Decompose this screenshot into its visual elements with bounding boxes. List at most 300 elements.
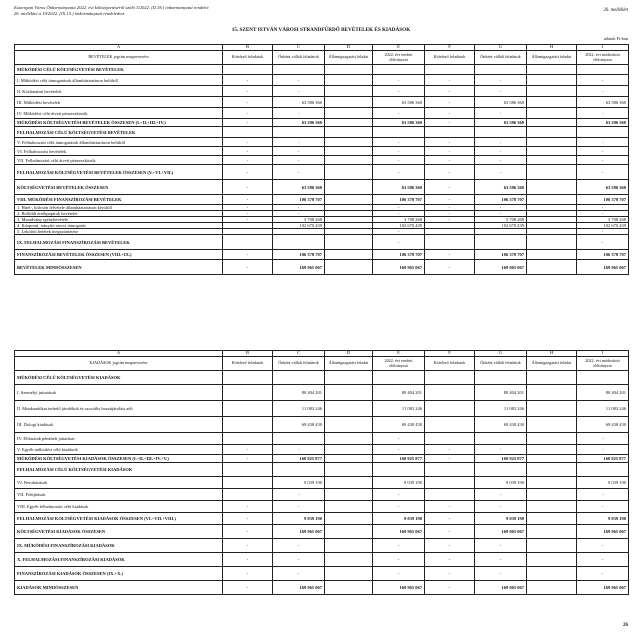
table-cell [325, 119, 373, 127]
table-cell: 63 586 360 [475, 119, 527, 127]
table-cell: 63 586 360 [577, 180, 629, 195]
table-cell: - [425, 553, 475, 567]
table-cell [325, 147, 373, 156]
table-cell [223, 433, 273, 445]
table-cell [527, 138, 577, 147]
table-cell: - [577, 539, 629, 553]
table-cell: 169 965 067 [373, 581, 425, 595]
table-cell: 69 438 430 [475, 417, 527, 433]
table-cell: - [223, 553, 273, 567]
table-cell: 169 965 067 [577, 260, 629, 275]
table-cell [527, 433, 577, 445]
table-cell [527, 539, 577, 553]
table-cell: 63 586 360 [373, 180, 425, 195]
table-cell: - [273, 567, 325, 581]
column-header: Kötelező feladatok [425, 357, 475, 371]
table-cell [325, 250, 373, 260]
table-cell: - [223, 445, 273, 455]
table-cell: - [577, 75, 629, 86]
table-cell: - [223, 260, 273, 275]
table-cell: - [577, 501, 629, 513]
table-cell [325, 65, 373, 75]
column-header: Államigazgatási feladat [325, 51, 373, 65]
column-letter: I [577, 45, 629, 51]
table-cell: - [577, 433, 629, 445]
table-cell [325, 553, 373, 567]
table-cell [527, 260, 577, 275]
table-cell: - [577, 86, 629, 97]
table-cell: - [475, 75, 527, 86]
column-letter: F [425, 45, 475, 51]
row-label: 2. Belföldi értékpapírok bevételei [15, 211, 223, 217]
table-cell: - [577, 156, 629, 165]
table-cell: - [425, 147, 475, 156]
table-cell: - [373, 205, 425, 211]
table-cell: 3 708 268 [577, 217, 629, 223]
table-cell [527, 97, 577, 108]
table-cell [425, 433, 475, 445]
column-header: BEVÉTELEK jogcím megnevezése [15, 51, 223, 65]
table-cell [325, 445, 373, 455]
table-cell: - [273, 138, 325, 147]
column-letter: D [325, 351, 373, 357]
table-cell: 11 083 246 [373, 401, 425, 417]
table-cell: - [273, 553, 325, 567]
row-label: I. Személyi juttatások [15, 385, 223, 401]
table-cell: - [475, 147, 527, 156]
table-cell [325, 235, 373, 250]
table-cell: - [223, 138, 273, 147]
table-cell: 63 586 360 [475, 97, 527, 108]
column-header: Államigazgatási feladat [527, 357, 577, 371]
row-label: 1. Hitel-, kölcsön felvétele államháztartáson kívülről [15, 205, 223, 211]
table-cell: 9 039 190 [273, 477, 325, 489]
table-cell: - [373, 235, 425, 250]
row-label: MŰKÖDÉSI CÉLÚ KÖLTSÉGVETÉSI KIADÁSOK [15, 371, 223, 385]
table-cell [475, 371, 527, 385]
column-letter: G [475, 45, 527, 51]
table-row [15, 525, 629, 539]
table-cell: 11 083 246 [475, 401, 527, 417]
table-cell: - [577, 553, 629, 567]
row-label: MŰKÖDÉSI KÖLTSÉGVETÉSI BEVÉTELEK ÖSSZESEN (I.+II.+III.+IV.) [15, 119, 223, 127]
table-cell: 63 586 360 [373, 97, 425, 108]
row-label: FELHALMOZÁSI CÉLÚ KÖLTSÉGVETÉSI KIADÁSOK [15, 463, 223, 477]
table-cell: - [577, 445, 629, 455]
table-cell: - [373, 86, 425, 97]
table-cell [325, 489, 373, 501]
table-cell: 9 039 190 [475, 513, 527, 525]
row-label: FINANSZÍROZÁSI KIADÁSOK ÖSSZESEN (IX.+X.) [15, 567, 223, 581]
table-cell [475, 127, 527, 138]
row-label: III. Működési bevételek [15, 97, 223, 108]
table-cell [273, 127, 325, 138]
table-cell: - [223, 108, 273, 119]
table-cell: 3 708 268 [373, 217, 425, 223]
table-row [15, 108, 629, 119]
table-cell: - [425, 165, 475, 180]
table-cell: - [273, 211, 325, 217]
table-cell: - [425, 445, 475, 455]
column-letter: E [373, 351, 425, 357]
table-cell: - [223, 119, 273, 127]
table-cell: 63 586 360 [577, 97, 629, 108]
table-cell: - [223, 501, 273, 513]
table-cell: - [223, 86, 273, 97]
column-header: Önként vállalt feladatok [273, 51, 325, 65]
table-cell: 169 965 067 [373, 525, 425, 539]
row-label: VI. Felhalmozási bevételek [15, 147, 223, 156]
table-cell: - [475, 553, 527, 567]
table-cell: - [577, 567, 629, 581]
table-cell [527, 401, 577, 417]
row-label: 4. Központi, irányító szervi támogatás [15, 223, 223, 229]
table-cell: - [425, 455, 475, 463]
table-cell [527, 127, 577, 138]
table-cell [325, 513, 373, 525]
table-cell [527, 581, 577, 595]
table-cell: - [425, 581, 475, 595]
table-cell: - [373, 108, 425, 119]
table-cell: 11 083 246 [273, 401, 325, 417]
table-cell: - [425, 75, 475, 86]
table-cell [475, 433, 527, 445]
table-cell: 106 378 707 [273, 250, 325, 260]
table-cell: - [223, 75, 273, 86]
table-cell [223, 401, 273, 417]
table-cell: 102 670 439 [577, 223, 629, 229]
row-label: VII. Felújítások [15, 489, 223, 501]
table-row [15, 86, 629, 97]
table-cell: - [273, 445, 325, 455]
document-title: 15. SZENT ISTVÁN VÁROSI STRANDFÜRDŐ BEVÉTELEK ÉS KIADÁSOK [231, 27, 411, 33]
table-row [15, 156, 629, 165]
table-row [15, 433, 629, 445]
row-label: MŰKÖDÉSI KÖLTSÉGVETÉSI KIADÁSOK ÖSSZESEN (I.+II.+III.+IV.+V.) [15, 455, 223, 463]
table-cell [527, 463, 577, 477]
table-cell: - [373, 501, 425, 513]
column-header: 2022. évi módosított előirányzat [577, 357, 629, 371]
row-label: 5. Lekötött betétek megszüntetése [15, 229, 223, 235]
table-cell: - [577, 165, 629, 180]
table-cell [325, 165, 373, 180]
table-row [15, 463, 629, 477]
column-letter: C [273, 351, 325, 357]
table-cell: - [475, 138, 527, 147]
row-label: VIII. Egyéb felhalmozási célú kiadások [15, 501, 223, 513]
revenue-table [14, 44, 629, 275]
table-cell: - [475, 205, 527, 211]
table-cell [425, 417, 475, 433]
table-cell [425, 127, 475, 138]
table-cell: - [273, 489, 325, 501]
table-cell: 9 039 190 [577, 477, 629, 489]
table-cell [325, 581, 373, 595]
table-cell [273, 235, 325, 250]
table-cell: - [425, 260, 475, 275]
table-cell: - [273, 539, 325, 553]
table-row [15, 165, 629, 180]
table-cell: - [223, 147, 273, 156]
table-cell [373, 65, 425, 75]
table-row [15, 539, 629, 553]
table-cell [325, 477, 373, 489]
table-cell [527, 108, 577, 119]
table-cell [273, 371, 325, 385]
table-cell: - [577, 489, 629, 501]
table-cell [425, 477, 475, 489]
row-label: BEVÉTELEK MINDÖSSZESEN [15, 260, 223, 275]
table-cell: - [223, 525, 273, 539]
table-cell: 80 404 201 [273, 385, 325, 401]
unit-note: adatok Ft-ban [603, 36, 628, 41]
table-cell: - [373, 75, 425, 86]
table-cell [325, 455, 373, 463]
table-cell: 3 708 268 [273, 217, 325, 223]
table-cell: - [425, 525, 475, 539]
table-cell [577, 65, 629, 75]
column-header: Önként vállalt feladatok [273, 357, 325, 371]
table-cell: - [373, 156, 425, 165]
table-cell [325, 108, 373, 119]
column-letter: I [577, 351, 629, 357]
table-row [15, 417, 629, 433]
table-cell [527, 119, 577, 127]
table-cell: - [273, 108, 325, 119]
table-row [15, 138, 629, 147]
table-cell [223, 235, 273, 250]
table-cell: - [425, 180, 475, 195]
table-row [15, 260, 629, 275]
table-cell [577, 127, 629, 138]
table-cell [527, 567, 577, 581]
table-cell: - [223, 180, 273, 195]
table-cell [527, 250, 577, 260]
table-cell: 102 670 439 [475, 223, 527, 229]
table-cell: - [373, 229, 425, 235]
table-cell [527, 75, 577, 86]
table-cell: - [425, 501, 475, 513]
table-cell [273, 65, 325, 75]
table-row [15, 119, 629, 127]
table-row [15, 567, 629, 581]
table-cell: 80 404 201 [577, 385, 629, 401]
table-cell: - [223, 165, 273, 180]
column-header: 2022. évi eredeti előirányzat [373, 357, 425, 371]
column-header: Kötelező feladatok [425, 51, 475, 65]
row-label: IX. FELHALMOZÁSI FINANSZÍROZÁSI BEVÉTELEK [15, 235, 223, 250]
table-cell: - [475, 567, 527, 581]
table-cell: - [425, 156, 475, 165]
table-cell: - [475, 156, 527, 165]
table-cell: - [425, 217, 475, 223]
table-cell [425, 371, 475, 385]
table-cell [325, 97, 373, 108]
table-row [15, 235, 629, 250]
table-cell: - [373, 445, 425, 455]
table-cell: 63 586 360 [273, 97, 325, 108]
table-cell [527, 195, 577, 205]
table-cell [425, 463, 475, 477]
table-cell [325, 180, 373, 195]
table-cell: - [577, 138, 629, 147]
table-cell: - [223, 97, 273, 108]
table-cell [527, 385, 577, 401]
table-cell [527, 86, 577, 97]
table-cell: - [373, 165, 425, 180]
table-row [15, 489, 629, 501]
row-label: VII. Felhalmozási célú átvett pénzeszközök [15, 156, 223, 165]
table-cell: - [425, 108, 475, 119]
table-row [15, 553, 629, 567]
table-cell: - [475, 489, 527, 501]
table-cell: 106 378 707 [577, 195, 629, 205]
table-cell: 169 965 067 [475, 581, 527, 595]
table-cell: 9 039 190 [577, 513, 629, 525]
table-cell [425, 235, 475, 250]
row-label: VIII. MŰKÖDÉSI FINANSZÍROZÁSI BEVÉTELEK [15, 195, 223, 205]
table-cell: - [373, 147, 425, 156]
column-header: Kötelező feladatok [223, 357, 273, 371]
row-label: KIADÁSOK MINDÖSSZESEN [15, 581, 223, 595]
row-label: KÖLTSÉGVETÉSI KIADÁSOK ÖSSZESEN [15, 525, 223, 539]
table-cell [223, 65, 273, 75]
table-cell [527, 553, 577, 567]
table-cell: 69 438 430 [273, 417, 325, 433]
table-cell [325, 138, 373, 147]
page-number: 26 [623, 623, 628, 628]
table-cell [223, 127, 273, 138]
column-header: Államigazgatási feladat [325, 357, 373, 371]
table-cell [325, 127, 373, 138]
table-cell: 63 586 360 [577, 119, 629, 127]
table-row [15, 455, 629, 463]
table-cell [325, 86, 373, 97]
row-label: IV. Működési célú átvett pénzeszközök [15, 108, 223, 119]
table-cell: 80 404 201 [475, 385, 527, 401]
table-cell: - [373, 211, 425, 217]
table-cell [325, 501, 373, 513]
table-cell: - [425, 567, 475, 581]
row-label: IX. MŰKÖDÉSI FINANSZÍROZÁSI KIADÁSOK [15, 539, 223, 553]
table-row [15, 477, 629, 489]
table-cell: - [223, 211, 273, 217]
table-cell [223, 417, 273, 433]
table-cell: - [475, 211, 527, 217]
table-cell: - [373, 138, 425, 147]
row-label: FINANSZÍROZÁSI BEVÉTELEK ÖSSZESEN (VIII.+IX.) [15, 250, 223, 260]
table-cell [527, 65, 577, 75]
table-cell: - [577, 147, 629, 156]
table-cell [527, 235, 577, 250]
table-cell: - [475, 539, 527, 553]
table-cell: - [425, 539, 475, 553]
table-cell: - [223, 205, 273, 211]
table-cell [223, 371, 273, 385]
table-cell: 69 438 430 [577, 417, 629, 433]
table-cell: 3 708 268 [475, 217, 527, 223]
table-cell: - [273, 205, 325, 211]
expenditure-table [14, 350, 629, 595]
header-line-1: Esztergom Város Önkormányzata 2022. évi költségvetéséről szóló 3/2022. (II.18.) önkormányzati rendelet [14, 5, 209, 10]
table-cell: - [373, 553, 425, 567]
table-row [15, 371, 629, 385]
column-letter: B [223, 351, 273, 357]
column-header: Kötelező feladatok [223, 51, 273, 65]
table-row [15, 195, 629, 205]
table-row [15, 581, 629, 595]
table-cell [373, 127, 425, 138]
table-cell [527, 445, 577, 455]
table-cell: - [273, 147, 325, 156]
table-cell [527, 525, 577, 539]
table-cell: - [223, 156, 273, 165]
table-cell [527, 156, 577, 165]
column-header: 2022. évi eredeti előirányzat [373, 51, 425, 65]
row-label: V. Egyéb működési célú kiadások [15, 445, 223, 455]
table-cell: - [475, 501, 527, 513]
table-cell: - [273, 165, 325, 180]
row-label: X. FELHALMOZÁSI FINANSZÍROZÁSI KIADÁSOK [15, 553, 223, 567]
table-cell: - [373, 567, 425, 581]
table-cell [425, 489, 475, 501]
table-cell: - [373, 489, 425, 501]
table-cell: 169 965 067 [475, 260, 527, 275]
table-row [15, 180, 629, 195]
row-label: MŰKÖDÉSI CÉLÚ KÖLTSÉGVETÉSI BEVÉTELEK [15, 65, 223, 75]
table-cell: 102 670 439 [373, 223, 425, 229]
table-cell: 9 039 190 [373, 513, 425, 525]
row-label: II. Közhatalmi bevételek [15, 86, 223, 97]
table-cell: - [577, 205, 629, 211]
table-cell: - [577, 229, 629, 235]
header-line-2: 26. melléklet a 19/2022. (IX.15.) önkormányzati rendelethez [14, 11, 125, 16]
table-cell: - [223, 539, 273, 553]
table-cell [325, 567, 373, 581]
row-label: IV. Ellátottak pénzbeli juttatásai [15, 433, 223, 445]
table-cell: - [425, 195, 475, 205]
table-cell: 106 378 707 [577, 250, 629, 260]
table-cell: - [425, 205, 475, 211]
table-cell [425, 385, 475, 401]
table-row [15, 385, 629, 401]
table-cell [527, 165, 577, 180]
column-letter: B [223, 45, 273, 51]
table-cell: 106 378 707 [475, 195, 527, 205]
column-letter: H [527, 45, 577, 51]
table-cell: - [475, 445, 527, 455]
table-cell: - [577, 235, 629, 250]
table-cell: 160 925 877 [273, 455, 325, 463]
table-cell [527, 147, 577, 156]
table-cell: 106 378 707 [273, 195, 325, 205]
table-cell [527, 417, 577, 433]
table-cell: 11 083 246 [577, 401, 629, 417]
table-row [15, 75, 629, 86]
table-cell: - [273, 86, 325, 97]
table-cell [425, 401, 475, 417]
table-cell [325, 433, 373, 445]
table-cell: - [223, 567, 273, 581]
table-cell [527, 371, 577, 385]
table-row [15, 65, 629, 75]
table-cell: 169 965 067 [273, 581, 325, 595]
table-cell [577, 463, 629, 477]
column-header: KIADÁSOK jogcím megnevezése [15, 357, 223, 371]
table-cell: - [223, 195, 273, 205]
column-letter: A [15, 351, 223, 357]
table-cell: - [373, 433, 425, 445]
